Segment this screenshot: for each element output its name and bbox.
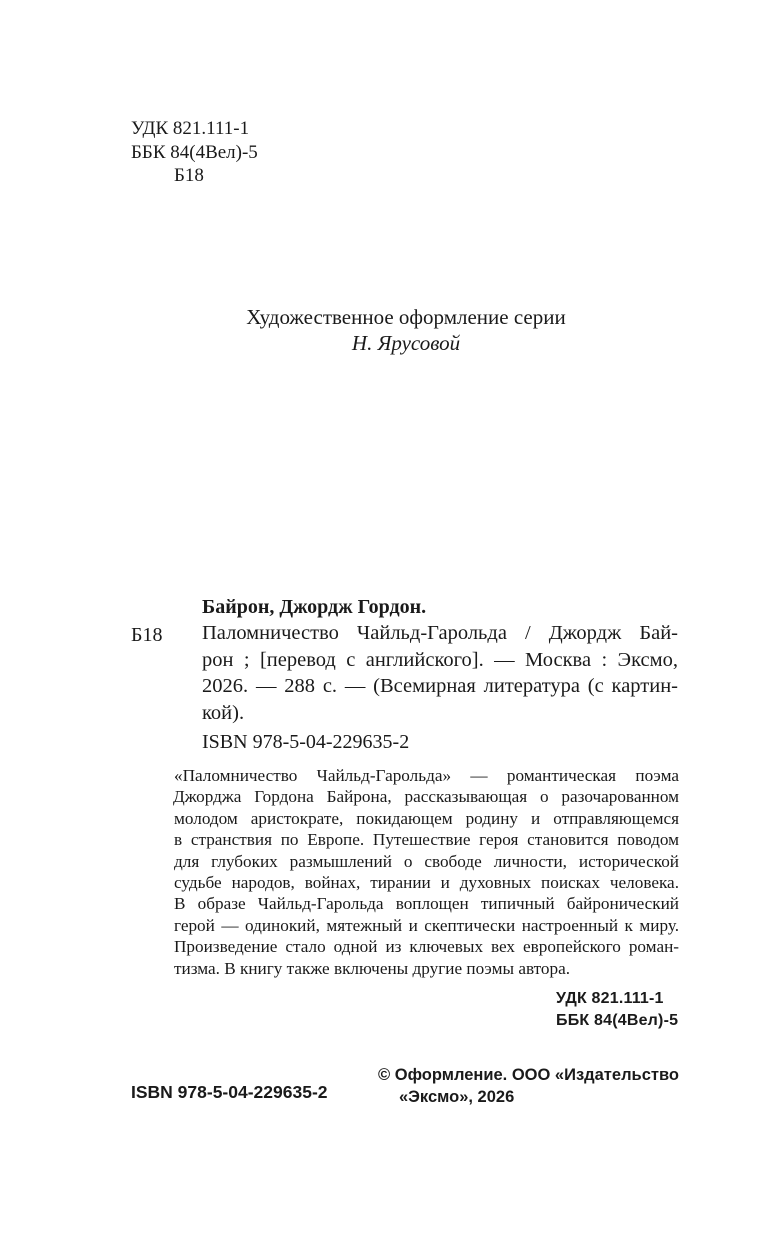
footer-isbn: ISBN 978-5-04-229635-2 — [131, 1082, 328, 1102]
annotation-line: Джорджа Гордона Байрона, рассказывающая о разочарованном — [173, 787, 679, 807]
bib-line: 2026. — 288 с. — (Всемирная литература (с картин- — [202, 675, 678, 697]
annotation-line: Произведение стало одной из ключевых вех европейского роман- — [174, 937, 679, 957]
cutter-code: Б18 — [174, 165, 204, 186]
annotation-line: В образе Чайльд-Гарольда воплощен типичный байронический — [174, 894, 679, 914]
bib-line: кой). — [202, 701, 245, 724]
annotation-text — [174, 765, 679, 979]
annotation-line: в странствия по Европе. Путешествие героя становится поводом — [174, 830, 679, 850]
bottom-classification — [556, 988, 678, 1032]
bottom-udk-code: УДК 821.111-1 — [556, 990, 664, 1007]
bib-line: Паломничество Чайльд-Гарольда / Джордж Бай- — [202, 622, 678, 644]
udk-code: УДК 821.111-1 — [131, 118, 250, 139]
author-heading: Байрон, Джордж Гордон. — [202, 596, 427, 618]
isbn-record: ISBN 978-5-04-229635-2 — [202, 731, 410, 753]
annotation-line: герой — одинокий, мятежный и скептически настроенный к миру. — [174, 915, 679, 935]
bib-cutter-code: Б18 — [131, 624, 163, 646]
copyright-notice — [378, 1064, 680, 1108]
annotation-line: «Паломничество Чайльд-Гарольда» — романтическая поэма — [174, 766, 679, 785]
bibliographic-description — [202, 620, 678, 726]
designer-name: Н. Ярусовой — [351, 331, 461, 355]
bib-line: рон ; [перевод с английского]. — Москва : Эксмо, — [202, 648, 678, 671]
bbk-code: ББК 84(4Вел)-5 — [131, 142, 258, 163]
copyright-line: «Эксмо», 2026 — [399, 1088, 515, 1106]
copyright-line: © Оформление. ООО «Издательство — [378, 1066, 679, 1084]
annotation-line: для глубоких размышлений о свободе личности, исторической — [174, 851, 679, 871]
annotation-line: тизма. В книгу также включены другие поэмы автора. — [174, 958, 571, 978]
bottom-bbk-code: ББК 84(4Вел)-5 — [556, 1012, 679, 1029]
annotation-line: судьбе народов, войнах, тирании и духовных поисках человека. — [174, 873, 679, 893]
design-credit: Художественное оформление серии — [246, 305, 566, 329]
annotation-line: молодом аристократе, покидающем родину и отправляющемся — [174, 808, 679, 828]
